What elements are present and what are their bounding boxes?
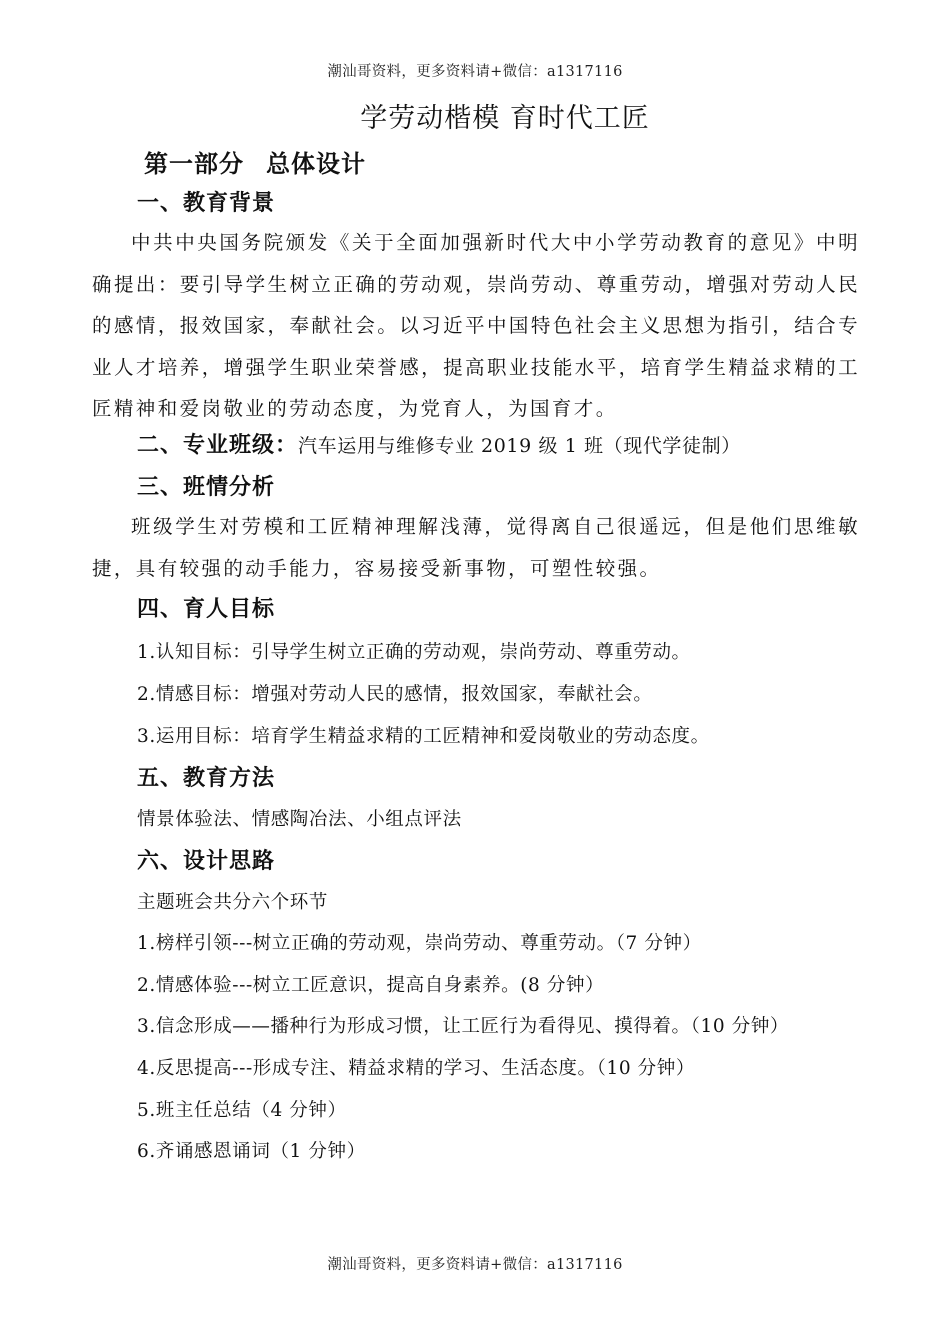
analysis-paragraph: 班级学生对劳模和工匠精神理解浅薄，觉得离自己很遥远，但是他们思维敏捷，具有较强的动手能力，容易接受新事物，可塑性较强。	[92, 515, 860, 580]
part-label: 第一部分	[144, 150, 244, 178]
design-step: 2.情感体验---树立工匠意识，提高自身素养。(8 分钟）	[137, 975, 605, 996]
document-title: 学劳动楷模 育时代工匠	[360, 103, 650, 134]
section-heading-analysis: 三、班情分析	[137, 475, 276, 500]
design-step: 1.榜样引领---树立正确的劳动观，崇尚劳动、尊重劳动。（7 分钟）	[137, 933, 702, 954]
section-heading-methods: 五、教育方法	[137, 766, 276, 791]
section-heading-class	[137, 428, 741, 459]
methods-text: 情景体验法、情感陶冶法、小组点评法	[137, 809, 462, 830]
design-step: 6.齐诵感恩诵词（1 分钟）	[137, 1141, 366, 1162]
goal-item: 1.认知目标：引导学生树立正确的劳动观，崇尚劳动、尊重劳动。	[137, 642, 691, 663]
design-intro: 主题班会共分六个环节	[137, 892, 329, 913]
section-heading-goals: 四、育人目标	[137, 597, 276, 622]
class-value: 汽车运用与维修专业 2019 级 1 班（现代学徒制）	[298, 435, 741, 457]
design-step: 5.班主任总结（4 分钟）	[137, 1100, 347, 1121]
part-heading	[144, 144, 366, 179]
page-footer-watermark: 潮汕哥资料，更多资料请+微信：a1317116	[327, 1257, 623, 1273]
part-name: 总体设计	[266, 150, 366, 178]
goal-item: 2.情感目标：增强对劳动人民的感情，报效国家，奉献社会。	[137, 684, 653, 705]
goal-item: 3.运用目标：培育学生精益求精的工匠精神和爱岗敬业的劳动态度。	[137, 726, 710, 747]
section-heading-design: 六、设计思路	[137, 849, 276, 874]
class-heading-label: 二、专业班级：	[137, 433, 299, 458]
page-header-watermark: 潮汕哥资料，更多资料请+微信：a1317116	[327, 64, 623, 80]
section-heading-background: 一、教育背景	[137, 191, 276, 216]
design-step: 4.反思提高---形成专注、精益求精的学习、生活态度。（10 分钟）	[137, 1058, 695, 1079]
design-step: 3.信念形成——播种行为形成习惯，让工匠行为看得见、摸得着。（10 分钟）	[137, 1016, 790, 1037]
background-paragraph: 中共中央国务院颁发《关于全面加强新时代大中小学劳动教育的意见》中明确提出：要引导学生树立正确的劳动观，崇尚劳动、尊重劳动，增强对劳动人民的感情，报效国家，奉献社会。以习近平中国特色社会主义思想为指引，结合专业人才培养，增强学生职业荣誉感，提高职业技能水平，培育学生精益求精的工匠精神和爱岗敬业的劳动态度，为党育人，为国育才。	[92, 231, 860, 420]
